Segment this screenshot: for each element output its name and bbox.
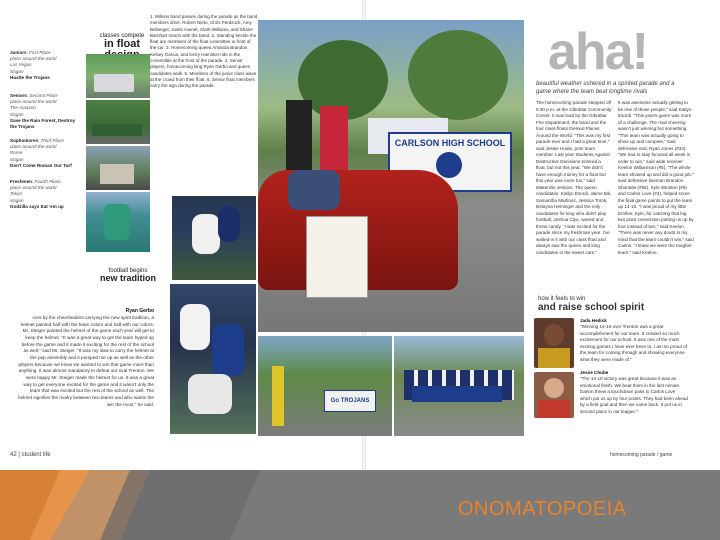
jesse-portrait <box>534 372 574 418</box>
sidebar-heading-small: how it feels to win <box>538 296 586 302</box>
helmet-story-lead: Ryan Gerbo <box>125 308 154 314</box>
football-section-heading <box>100 268 156 283</box>
float-heading-big: in float <box>103 38 141 50</box>
sidebar-heading-big: and raise school spirit <box>538 302 645 313</box>
subheadline: beautiful weather ushered in a spirited parade and a game where the team beat longtime rivals <box>536 81 675 95</box>
float-heading-small: classes compete <box>99 33 145 39</box>
left-folio: 42 | student life <box>10 452 51 458</box>
headline: aha! <box>548 23 647 81</box>
helmet-story <box>18 308 154 409</box>
freshmen-result: Freshmen: Fourth Place place around the world Tokyo slogan Godzilla says Eat 'em up <box>10 179 64 209</box>
football-action-photo <box>172 196 256 280</box>
jada-quote <box>580 318 688 363</box>
right-folio: homecoming parade / game <box>610 452 673 458</box>
juniors-result: Juniors: First Place place around the world Las Vegas slogan Hustle the Trojans <box>10 50 57 80</box>
jada-name: Jada Hedick <box>580 318 607 323</box>
float-results-column <box>10 18 82 213</box>
jesse-name: Jesse Chube <box>580 370 609 375</box>
jada-text: "Winning 14-10 over Trenton was a great accomplishment for our team. It created so much excitement for our school. It was one of the most exciting games I have ever been to. I am so proud of the team for coming through and showing everyone what they were made of." <box>580 324 687 362</box>
freshmen-float-photo <box>86 192 150 252</box>
jesse-text: "The 14-10 victory was great because it was an emotional finish. We beat them in the last minute. Darion threw a touchdown pass to Carlos Love which put us up by four points. They had been ahead by a field goal and then we came back. It put us in second place in our league." <box>580 376 688 414</box>
seniors-result: Seniors: Second Place place around the world The Amazon slogan Save the Rain Forest, Destroy the Trojans <box>10 92 76 129</box>
jada-portrait <box>534 318 574 368</box>
sophomores-result: Sophomores: Third Place place around the world Rome slogan Don't Come Roman Our Turf <box>10 138 72 168</box>
photo-captions: 1. Wilkins band passes during the parade as the band members drive. Robert Nieto, Chris Perdzock, Amy Bellanger, Justin Hamet, Clark Williams, and Shane Barnhart march with the band. 2. Standing beside the float are members of the float committee in front of the car. 3. Homecoming queen Amanda Brandon, Kelsey Garcia, and Kerry Hamilton ride in the convertible at the front of the parade. 4. Senior players, homecoming king Ryan Gerbo and queen candidates walk. 5. Members of the junior class wave at the crowd from their float. 6. Senior float members carry the sign during the parade. <box>150 14 258 89</box>
slide-title: ONOMATOPOEIA <box>458 498 627 520</box>
sophomores-float-photo <box>86 146 150 190</box>
story-column-2: It was awesome actually getting to be one of those people," said Katlyn Esordi. "This year's game was more of a challenge. The rival cheering wasn't just winning but something. "This team was actually going to show up and compete," said defensive end, Ryan Jones (#34). "We had to stay focused all week in order to win," said wide receiver Keelon Williamson (#5). "The whole team showed up and did a good job," said defensive lineman Brandon Shuntide (#55). Kyle Winston (#9) and Carlos Love (#4), helped score the final game points to put the team up 14-10. "I was proud of my little brother, Kyle, for catching that big two point conversion putting us up by four instead of two," said Keelon. "There was never any doubt in my mind that the team couldn't win," said Carlos. "I knew we were the tougher team," said Keelon. <box>618 100 694 255</box>
banner-float-photo <box>258 336 392 436</box>
marching-band-photo <box>394 336 524 436</box>
school-banner: CARLSON HIGH SCHOOL <box>388 132 512 192</box>
juniors-float-photo <box>86 54 150 98</box>
story-column-1: The homecoming parade stepped off 5:30 p.m. at the Gibraltar Community Center. It was lead by the Gibraltar Fire Department, the band and the four class floats themed Places Around the World. "This was my first parade ever and I had a great time," said Jessie Hoide, pom team member. Last year Students Against Destructive Decisions entered a float, but not this year. "We didn't have enough money for a float but this year was more fun," said Makenzie Jenkins. The queen candidates: Katlyn Esordi, Jaime Bik, Samantha Martinez, Jessica Torok, Delayna Heminger and the only candidates for king who didn't play football, Joshua Clye, waved and threw candy. "I was excited for the parade since my freshman year. I've waited in it with our class float and always saw the queen and king candidates in the sweet cars." <box>536 100 612 255</box>
jesse-quote <box>580 370 688 415</box>
football-heading-big: new tradition <box>100 273 156 283</box>
sidebar-heading <box>538 296 698 313</box>
homecoming-car-photo <box>258 20 524 332</box>
helmet-story-body: runs by the cheerleaders carrying the new spirit tradition, a helmet painted half with the team colors and half with our colors. Mr. Steiger painted the helmet of the game each year will get to keep the helmet. "It was a great way to get the team hyped up before the game and it made it exciting for the rest of the school as well," said Mr. Steiger. "It was my idea to carry the helmet at the pep assembly and it pumped me up as well as the other players because we knew we wanted to win that game more than anything. It was almost mandatory to defeat our rival Trenton. We were happy Mr. Steiger made the helmet for us. It was a great way to get everyone excited for the game and it wasn't only the team that was excited but the rest of the school as well. The helmet signifies the rivalry between two teams and who wants the win the most," he said. <box>18 315 155 407</box>
football-team-photo <box>170 284 256 434</box>
seniors-float-photo <box>86 100 150 144</box>
trojans-banner: Go TROJANS <box>324 390 376 412</box>
football-heading-small: football begins <box>108 268 148 274</box>
car-sign <box>306 216 368 298</box>
